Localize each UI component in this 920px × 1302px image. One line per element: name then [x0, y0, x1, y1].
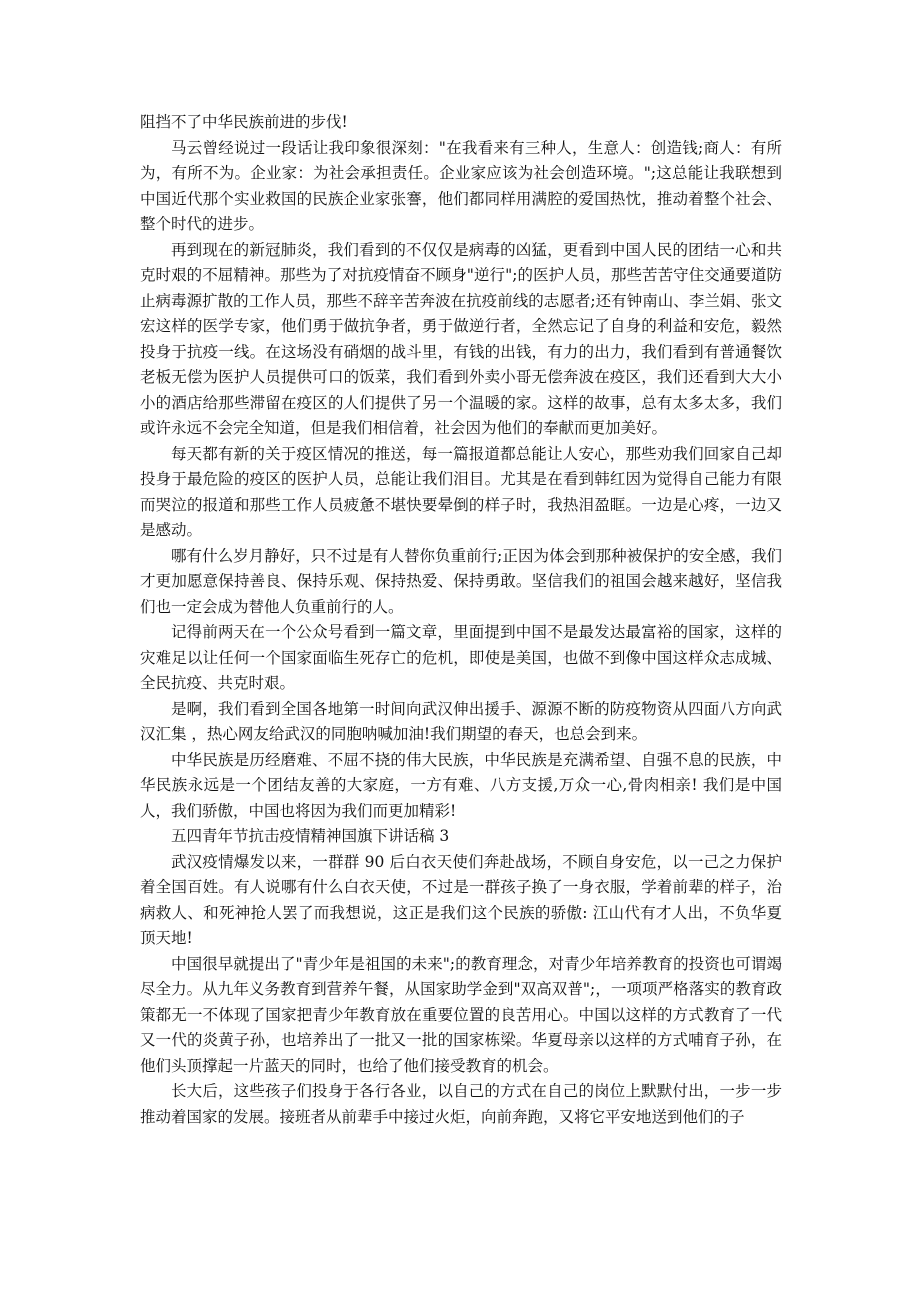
paragraph: 再到现在的新冠肺炎，我们看到的不仅仅是病毒的凶猛，更看到中国人民的团结一心和共克时艰的不屈精神。那些为了对抗疫情奋不顾身"逆行";的医护人员，那些苦苦守住交通要道防止病毒源扩散的工作人员，那些不辞辛苦奔波在抗疫前线的志愿者;还有钟南山、李兰娟、张文宏这样的医学专家，他们勇于做抗争者，勇于做逆行者，全然忘记了自身的利益和安危，毅然投身于抗疫一线。在这场没有硝烟的战斗里，有钱的出钱，有力的出力，我们看到有普通餐饮老板无偿为医护人员提供可口的饭菜，我们看到外卖小哥无偿奔波在疫区，我们还看到大大小小的酒店给那些滞留在疫区的人们提供了另一个温暖的家。这样的故事，总有太多太多，我们或许永远不会完全知道，但是我们相信着，社会因为他们的奉献而更加美好。: [140, 240, 782, 437]
paragraph: 武汉疫情爆发以来，一群群 90 后白衣天使们奔赴战场，不顾自身安危，以一己之力保护着全国百姓。有人说哪有什么白衣天使，不过是一群孩子换了一身衣服，学着前辈的样子，治病救人、和死神抢人罢了而我想说，这正是我们这个民族的骄傲: 江山代有才人出，不负华夏顶天地!: [140, 852, 782, 947]
paragraph: 是啊，我们看到全国各地第一时间向武汉伸出援手、源源不断的防疫物资从四面八方向武汉汇集 ，热心网友给武汉的同胞呐喊加油!我们期望的春天，也总会到来。: [140, 699, 782, 743]
paragraph: 长大后，这些孩子们投身于各行各业，以自己的方式在自己的岗位上默默付出，一步一步推动着国家的发展。接班者从前辈手中接过火炬，向前奔跑，又将它平安地送到他们的子: [140, 1082, 782, 1126]
paragraph: 记得前两天在一个公众号看到一篇文章，里面提到中国不是最发达最富裕的国家，这样的灾难足以让任何一个国家面临生死存亡的危机，即使是美国，也做不到像中国这样众志成城、全民抗疫、共克时艰。: [140, 623, 782, 692]
paragraph: 每天都有新的关于疫区情况的推送，每一篇报道都总能让人安心，那些劝我们回家自己却投身于最危险的疫区的医护人员，总能让我们泪目。尤其是在看到韩红因为觉得自己能力有限而哭泣的报道和那些工作人员疲惫不堪快要晕倒的样子时，我热泪盈眶。一边是心疼，一边又是感动。: [140, 444, 782, 539]
paragraph: 马云曾经说过一段话让我印象很深刻："在我看来有三种人，生意人：创造钱;商人：有所为，有所不为。企业家：为社会承担责任。企业家应该为社会创造环境。";这总能让我联想到中国近代那个实业救国的民族企业家张謇，他们都同样用满腔的爱国热忱，推动着整个社会、整个时代的进步。: [140, 138, 782, 233]
paragraph: 哪有什么岁月静好，只不过是有人替你负重前行;正因为体会到那种被保护的安全感，我们才更加愿意保持善良、保持乐观、保持热爱、保持勇敢。坚信我们的祖国会越来越好，坚信我们也一定会成为替他人负重前行的人。: [140, 546, 782, 616]
paragraph: 中华民族是历经磨难、不屈不挠的伟大民族，中华民族是充满希望、自强不息的民族，中华民族永远是一个团结友善的大家庭，一方有难、八方支援,万众一心,骨肉相亲! 我们是中国人，我们骄傲，中国也将因为我们而更加精彩!: [140, 750, 782, 820]
paragraph: 中国很早就提出了"青少年是祖国的未来";的教育理念，对青少年培养教育的投资也可谓竭尽全力。从九年义务教育到营养午餐，从国家助学金到"双高双普";，一项项严格落实的教育政策都无一不体现了国家把青少年教育放在重要位置的良苦用心。中国以这样的方式教育了一代又一代的炎黄子孙，也培养出了一批又一批的国家栋梁。华夏母亲以这样的方式哺育子孙，在他们头顶撑起一片蓝天的同时，也给了他们接受教育的机会。: [140, 954, 782, 1075]
paragraph-continuation: 阻挡不了中华民族前进的步伐!: [140, 113, 348, 131]
section-heading: 五四青年节抗击疫情精神国旗下讲话稿 3: [171, 827, 450, 845]
document-page: [140, 110, 782, 1130]
